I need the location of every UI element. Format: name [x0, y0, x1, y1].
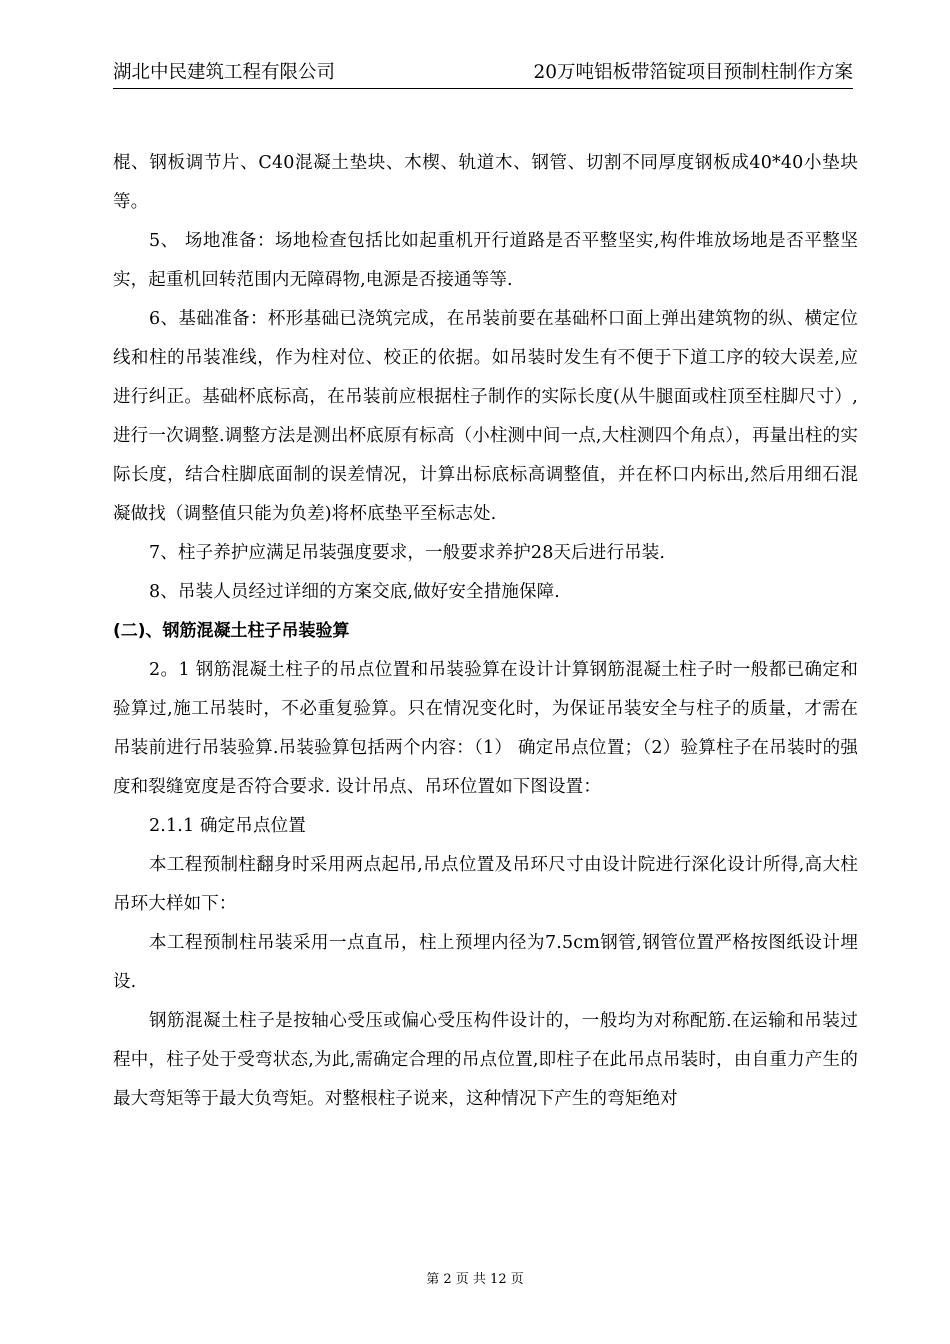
paragraph-crew-briefing: 8、吊装人员经过详细的方案交底,做好安全措施保障. [149, 582, 561, 602]
page-footer: 第 2 页 共 12 页 [426, 1272, 524, 1287]
document-title: 20万吨铝板带箔锭项目预制柱制作方案 [533, 62, 853, 83]
paragraph-column-curing: 7、柱子养护应满足吊装强度要求，一般要求养护28天后进行吊装. [149, 543, 666, 563]
paragraph-single-point-lift: 本工程预制柱吊装采用一点直吊，柱上预埋内径为7.5cm钢管,钢管位置严格按图纸设计埋设. [113, 933, 858, 992]
company-name: 湖北中民建筑工程有限公司 [113, 62, 336, 83]
paragraph-site-preparation: 5、 场地准备：场地检查包括比如起重机开行道路是否平整坚实,构件堆放场地是否平整坚实，起重机回转范围内无障碍物,电源是否接通等等. [113, 231, 858, 290]
paragraph-foundation-preparation: 6、基础准备：杯形基础已浇筑完成，在吊装前要在基础杯口面上弹出建筑物的纵、横定位线和柱的吊装准线，作为柱对位、校正的依据。如吊装时发生有不便于下道工序的较大误差,应进行纠正。基础杯底标高，在吊装前应根据柱子制作的实际长度(从牛腿面或柱顶至柱脚尺寸）,进行一次调整.调整方法是测出杯底原有标高（小柱测中间一点,大柱测四个角点），再量出柱的实际长度，结合柱脚底面制的误差情况，计算出标底标高调整值，并在杯口内标出,然后用细石混凝做找（调整值只能为负差)将杯底垫平至标志处. [113, 309, 858, 524]
document-body [113, 144, 858, 1119]
paragraph-two-point-lift: 本工程预制柱翻身时采用两点起吊,吊点位置及吊环尺寸由设计院进行深化设计所得,高大柱吊环大样如下： [113, 855, 858, 914]
section-heading: (二)、钢筋混凝土柱子吊装验算 [113, 621, 350, 641]
subsection-heading: 2.1.1 确定吊点位置 [149, 816, 306, 836]
page-header [113, 58, 853, 89]
paragraph-lifting-check: 2。1 钢筋混凝土柱子的吊点位置和吊装验算在设计计算钢筋混凝土柱子时一般都已确定和验算过,施工吊装时，不必重复验算。只在情况变化时，为保证吊装安全与柱子的质量，才需在吊装前进行吊装验算.吊装验算包括两个内容：（1） 确定吊点位置；（2）验算柱子在吊装时的强度和裂缝宽度是否符合要求. 设计吊点、吊环位置如下图设置： [113, 660, 858, 797]
paragraph-bending-moment: 钢筋混凝土柱子是按轴心受压或偏心受压构件设计的，一般均为对称配筋.在运输和吊装过程中，柱子处于受弯状态,为此,需确定合理的吊点位置,即柱子在此吊点吊装时，由自重力产生的最大弯矩等于最大负弯矩。对整根柱子说来，这种情况下产生的弯矩绝对 [113, 1011, 858, 1109]
paragraph-materials-continued: 棍、钢板调节片、C40混凝土垫块、木楔、轨道木、钢管、切割不同厚度钢板成40*40小垫块等。 [113, 153, 858, 212]
